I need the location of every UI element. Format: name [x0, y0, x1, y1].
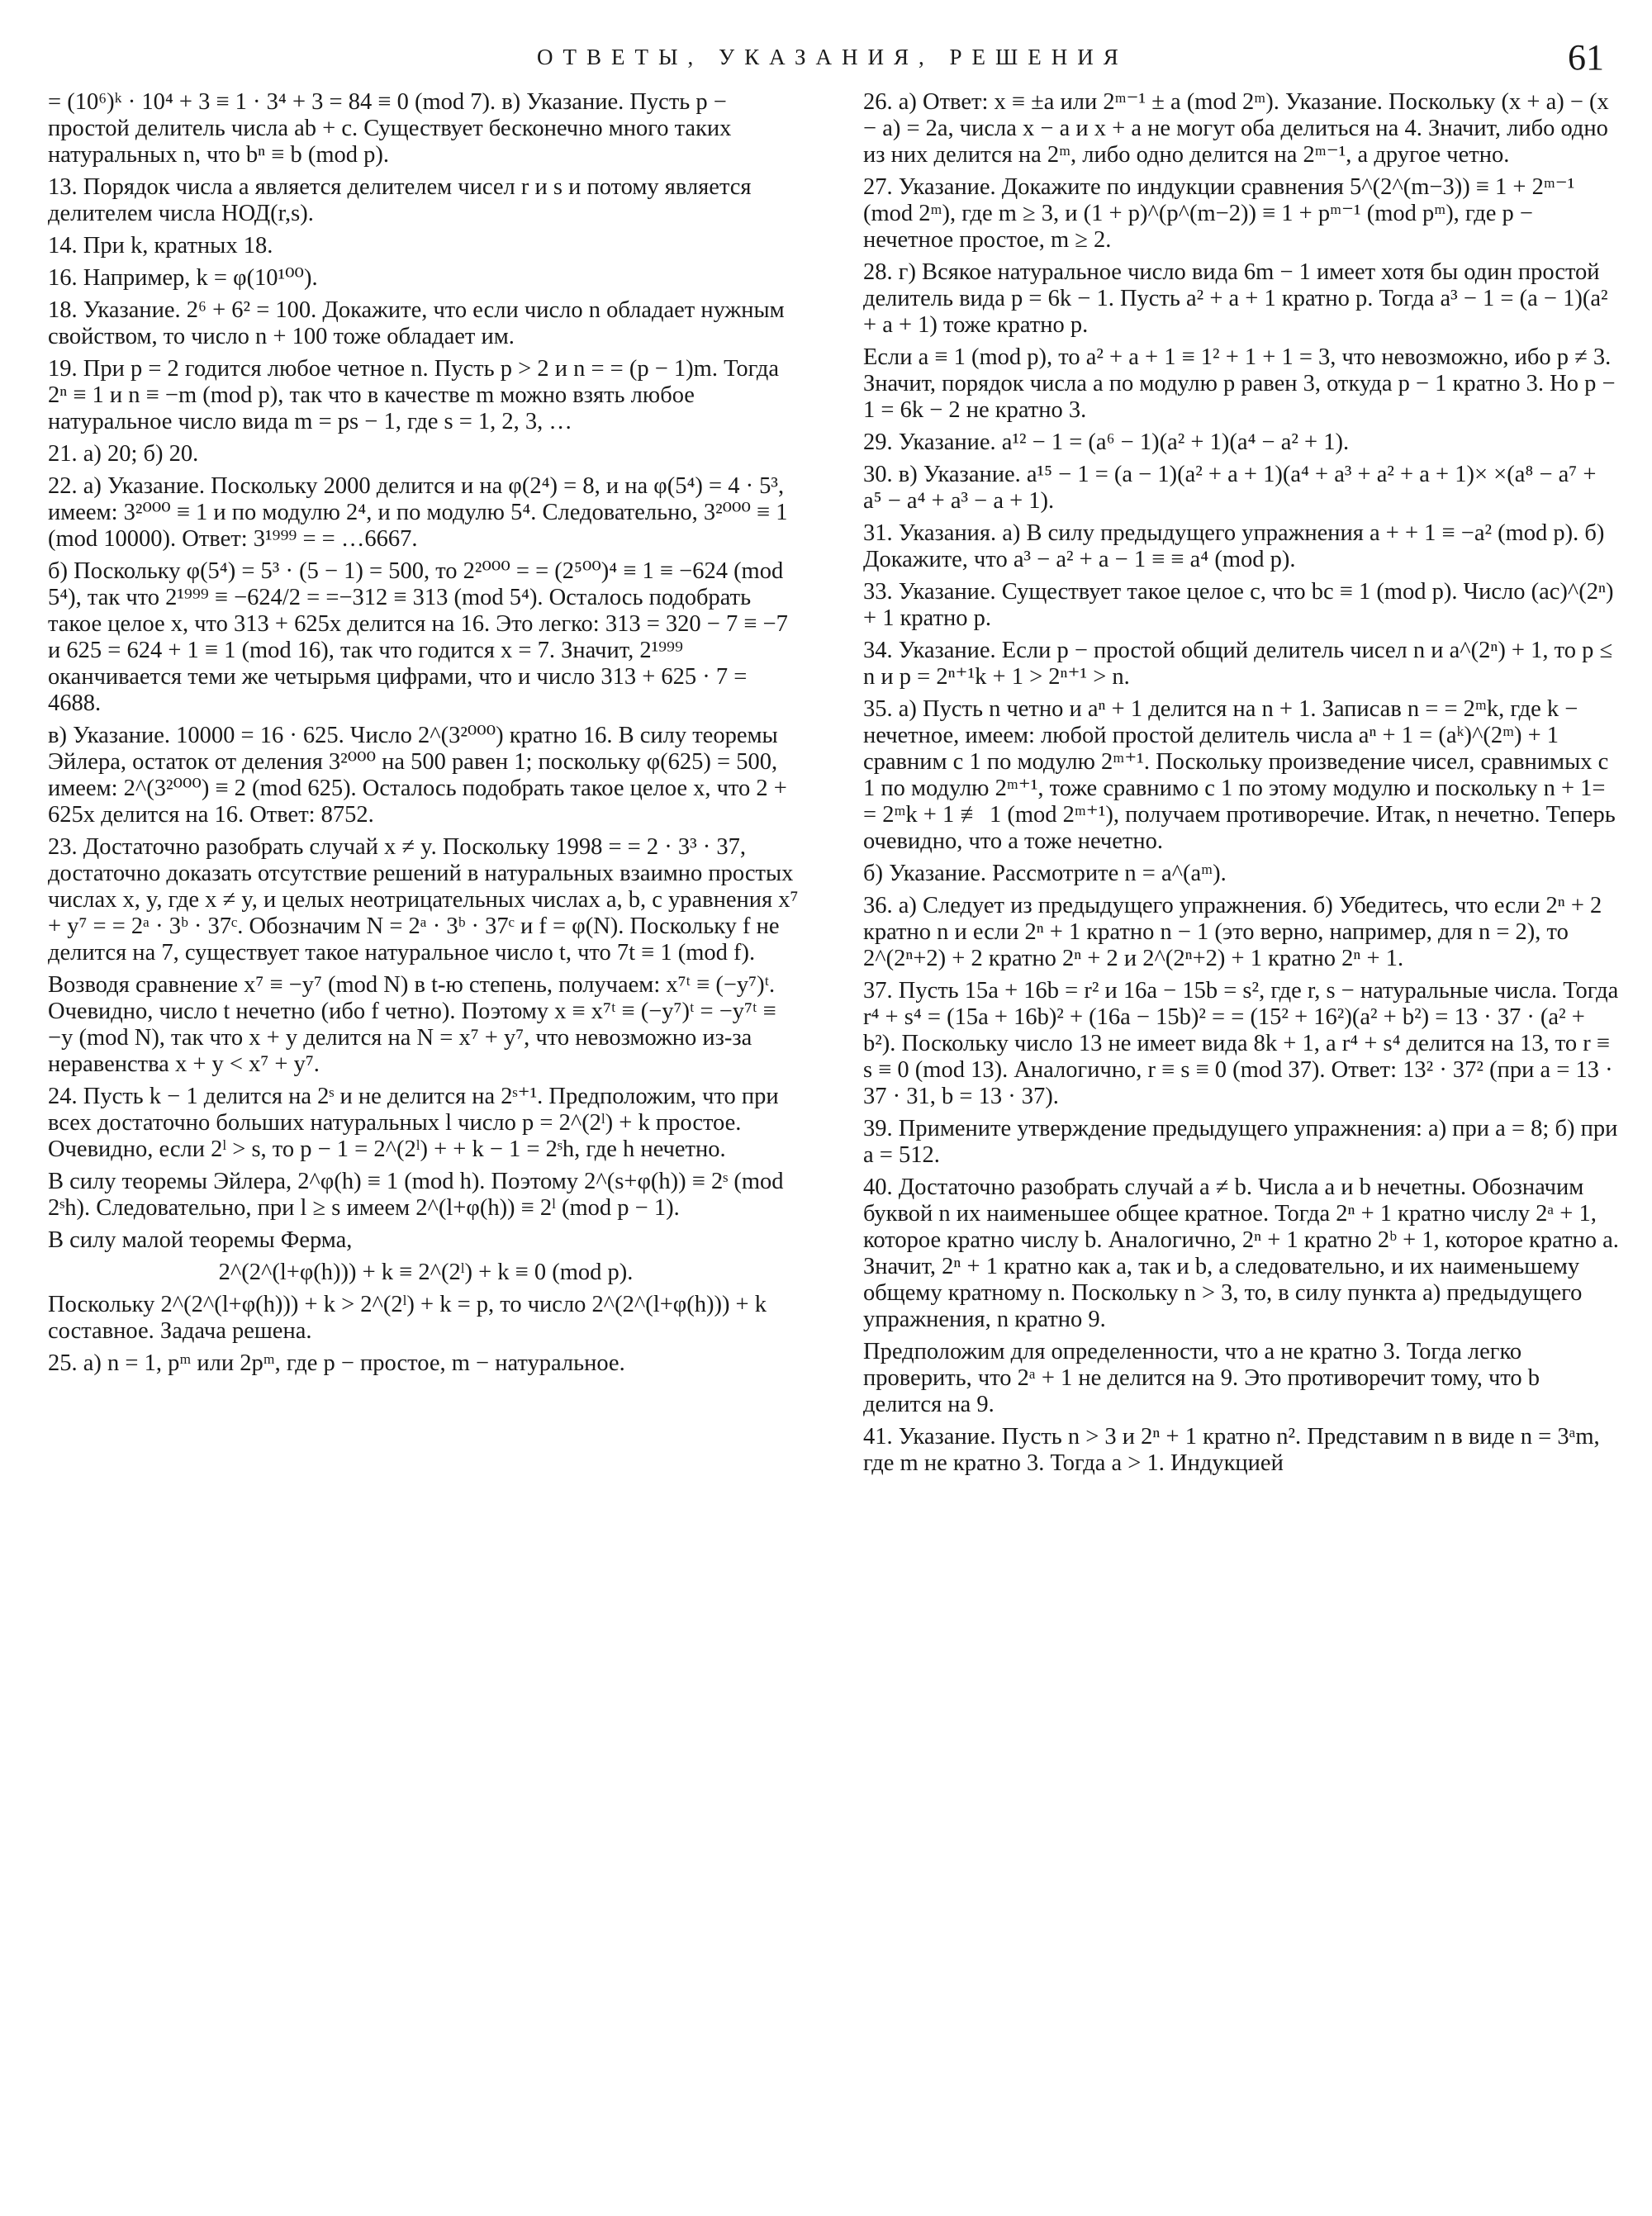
answer-41: 41. Указание. Пусть n > 3 и 2ⁿ + 1 кратно n². Представим n в виде n = 3ᵃm, где m не кратно 3. Тогда a > 1. Индукцией: [863, 1424, 1606, 1476]
answer-24-end: Поскольку 2^(2^(l+φ(h))) + k > 2^(2ˡ) + k = p, то число 2^(2^(l+φ(h))) + k составное. Задача решена.: [48, 1292, 773, 1344]
answer-35b: б) Указание. Рассмотрите n = a^(aᵐ).: [863, 861, 1227, 886]
answer-paragraph: = (10⁶)ᵏ · 10⁴ + 3 ≡ 1 · 3⁴ + 3 = 84 ≡ 0 (mod 7). в) Указание. Пусть p − простой делитель числа ab + c. Существует бесконечно много таких натуральных n, что bⁿ ≡ b (mod p).: [48, 89, 738, 168]
answer-28: 28. г) Всякое натуральное число вида 6m − 1 имеет хотя бы один простой делитель вида p = 6k − 1. Пусть a² + a + 1 кратно p. Тогда a³ − 1 = (a − 1)(a² + a + 1) тоже кратно p.: [863, 259, 1614, 338]
answer-13: 13. Порядок числа a является делителем чисел r и s и потому является делителем числа НОД(r,s).: [48, 174, 757, 226]
answer-24: 24. Пусть k − 1 делится на 2ˢ и не делится на 2ˢ⁺¹. Предположим, что при всех достаточно больших натуральных l число p = 2^(2ˡ) + k простое. Очевидно, если 2ˡ > s, то p − 1 = 2^(2ˡ) + + k − 1 = 2ˢh, где h нечетно.: [48, 1084, 785, 1162]
left-column: [48, 89, 804, 2204]
answer-24-fermat: В силу малой теоремы Ферма,: [48, 1227, 353, 1253]
answer-18: 18. Указание. 2⁶ + 6² = 100. Докажите, что если число n обладает нужным свойством, то число n + 100 тоже обладает им.: [48, 297, 790, 349]
answer-16: 16. Например, k = φ(10¹⁰⁰).: [48, 265, 318, 291]
answer-24-euler: В силу теоремы Эйлера, 2^φ(h) ≡ 1 (mod h). Поэтому 2^(s+φ(h)) ≡ 2ˢ (mod 2ˢh). Следовательно, при l ≥ s имеем 2^(l+φ(h)) ≡ 2ˡ (mod p − 1).: [48, 1169, 790, 1221]
answer-34: 34. Указание. Если p − простой общий делитель чисел n и a^(2ⁿ) + 1, то p ≤ n и p = 2ⁿ⁺¹k + 1 > 2ⁿ⁺¹ > n.: [863, 638, 1619, 690]
answer-31: 31. Указания. а) В силу предыдущего упражнения a + + 1 ≡ −a² (mod p). б) Докажите, что a³ − a² + a − 1 ≡ ≡ a⁴ (mod p).: [863, 520, 1611, 572]
answer-22b: б) Поскольку φ(5⁴) = 5³ · (5 − 1) = 500, то 2²⁰⁰⁰ = = (2⁵⁰⁰)⁴ ≡ 1 ≡ −624 (mod 5⁴), так что 2¹⁹⁹⁹ ≡ −624/2 = =−312 ≡ 313 (mod 5⁴). Осталось подобрать такое целое x, что 313 + 625x делится на 16. Это легко: 313 = 320 − 7 ≡ −7 и 625 = 624 + 1 ≡ 1 (mod 16), так что годится x = 7. Значит, 2¹⁹⁹⁹ оканчивается теми же четырьмя цифрами, что и число 313 + 625 · 7 = 4688.: [48, 558, 794, 716]
answer-22c: в) Указание. 10000 = 16 · 625. Число 2^(3²⁰⁰⁰) кратно 16. В силу теоремы Эйлера, остаток от деления 3²⁰⁰⁰ на 500 равен 1; поскольку φ(625) = 500, имеем: 2^(3²⁰⁰⁰) ≡ 2 (mod 625). Осталось подобрать такое целое x, что 2 + 625x делится на 16. Ответ: 8752.: [48, 723, 793, 828]
answer-22a: 22. а) Указание. Поскольку 2000 делится и на φ(2⁴) = 8, и на φ(5⁴) = 4 · 5³, имеем: 3²⁰⁰⁰ ≡ 1 и по модулю 2⁴, и по модулю 5⁴. Следовательно, 3²⁰⁰⁰ ≡ 1 (mod 10000). Ответ: 3¹⁹⁹⁹ = = …6667.: [48, 473, 794, 552]
answer-36: 36. а) Следует из предыдущего упражнения. б) Убедитесь, что если 2ⁿ + 2 кратно n и если 2ⁿ + 1 кратно n − 1 (это верно, например, для n = 2), то 2^(2ⁿ+2) + 2 кратно 2ⁿ + 2 и 2^(2ⁿ+2) + 1 кратно 2ⁿ + 1.: [863, 893, 1608, 971]
answer-23-cont: Возводя сравнение x⁷ ≡ −y⁷ (mod N) в t-ю степень, получаем: x⁷ᵗ ≡ (−y⁷)ᵗ. Очевидно, число t нечетно (ибо f четно). Поэтому x ≡ x⁷ᵗ ≡ (−y⁷)ᵗ = −y⁷ᵗ ≡ −y (mod N), так что x + y делится на N = x⁷ + y⁷, что невозможно из-за неравенства x + y < x⁷ + y⁷.: [48, 972, 782, 1077]
answer-26: 26. а) Ответ: x ≡ ±a или 2ᵐ⁻¹ ± a (mod 2ᵐ). Указание. Поскольку (x + a) − (x − a) = 2a, числа x − a и x + a не могут оба делиться на 4. Значит, либо одно из них делится на 2ᵐ, либо одно делится на 2ᵐ⁻¹, а другое четно.: [863, 89, 1615, 168]
answer-14: 14. При k, кратных 18.: [48, 233, 273, 259]
answer-27: 27. Указание. Докажите по индукции сравнения 5^(2^(m−3)) ≡ 1 + 2ᵐ⁻¹ (mod 2ᵐ), где m ≥ 3, и (1 + p)^(p^(m−2)) ≡ 1 + pᵐ⁻¹ (mod pᵐ), где p − нечетное простое, m ≥ 2.: [863, 174, 1581, 253]
running-title: ОТВЕТЫ, УКАЗАНИЯ, РЕШЕНИЯ: [537, 45, 1128, 69]
display-formula: 2^(2^(l+φ(h))) + k ≡ 2^(2ˡ) + k ≡ 0 (mod p).: [218, 1260, 634, 1285]
answer-39: 39. Примените утверждение предыдущего упражнения: а) при a = 8; б) при a = 512.: [863, 1116, 1624, 1168]
answer-40-cont: Предположим для определенности, что a не кратно 3. Тогда легко проверить, что 2ᵃ + 1 не делится на 9. Это противоречит тому, что b делится на 9.: [863, 1339, 1546, 1417]
answer-28-cont: Если a ≡ 1 (mod p), то a² + a + 1 ≡ 1² + 1 + 1 = 3, что невозможно, ибо p ≠ 3. Значит, порядок числа a по модулю p равен 3, откуда p − 1 кратно 3. Но p − 1 = 6k − 2 не кратно 3.: [863, 344, 1621, 423]
answer-25: 25. а) n = 1, pᵐ или 2pᵐ, где p − простое, m − натуральное.: [48, 1350, 625, 1376]
answer-23: 23. Достаточно разобрать случай x ≠ y. Поскольку 1998 = = 2 · 3³ · 37, достаточно доказать отсутствие решений в натуральных взаимно простых числах x, y, где x ≠ y, и целых неотрицательных числах a, b, c уравнения x⁷ + y⁷ = = 2ᵃ · 3ᵇ · 37ᶜ. Обозначим N = 2ᵃ · 3ᵇ · 37ᶜ и f = φ(N). Поскольку f не делится на 7, существует такое натуральное число t, что 7t ≡ 1 (mod f).: [48, 834, 805, 966]
answer-35a: 35. а) Пусть n четно и aⁿ + 1 делится на n + 1. Записав n = = 2ᵐk, где k − нечетное, имеем: любой простой делитель числа aⁿ + 1 = (aᵏ)^(2ᵐ) + 1 сравним с 1 по модулю 2ᵐ⁺¹. Поскольку произведение чисел, сравнимых с 1 по модулю 2ᵐ⁺¹, тоже сравнимо с 1 по этому модулю и поскольку n + 1= = 2ᵐk + 1 ≢ 1 (mod 2ᵐ⁺¹), получаем противоречие. Итак, n нечетно. Теперь очевидно, что a тоже нечетно.: [863, 696, 1621, 854]
answer-40: 40. Достаточно разобрать случай a ≠ b. Числа a и b нечетны. Обозначим буквой n их наименьшее общее кратное. Тогда 2ⁿ + 1 кратно числу 2ᵃ + 1, которое кратно числу b. Аналогично, 2ⁿ + 1 кратно 2ᵇ + 1, которое кратно a. Значит, 2ⁿ + 1 кратно как a, так и b, а следовательно, и их наименьшему общему кратному n. Поскольку n > 3, то, в силу пункта а) предыдущего упражнения, n кратно 9.: [863, 1174, 1626, 1332]
page-header: [0, 37, 1652, 89]
answer-21: 21. а) 20; б) 20.: [48, 441, 199, 467]
answer-29: 29. Указание. a¹² − 1 = (a⁶ − 1)(a² + 1)(a⁴ − a² + 1).: [863, 429, 1350, 455]
answer-37: 37. Пусть 15a + 16b = r² и 16a − 15b = s², где r, s − натуральные числа. Тогда r⁴ + s⁴ = (15a + 16b)² + (16a − 15b)² = = (15² + 16²)(a² + b²) = 13 · 37 · (a² + b²). Поскольку число 13 не имеет вида 8k + 1, а r⁴ + s⁴ делится на 13, то r ≡ s ≡ 0 (mod 13). Аналогично, r ≡ s ≡ 0 (mod 37). Ответ: 13² · 37² (при a = 13 · 37 · 31, b = 13 · 37).: [863, 978, 1625, 1109]
answer-30: 30. в) Указание. a¹⁵ − 1 = (a − 1)(a² + a + 1)(a⁴ + a³ + a² + a + 1)× ×(a⁸ − a⁷ + a⁵ − a⁴ + a³ − a + 1).: [863, 462, 1602, 514]
answer-33: 33. Указание. Существует такое целое c, что bc ≡ 1 (mod p). Число (ac)^(2ⁿ) + 1 кратно p.: [863, 579, 1620, 631]
answer-19: 19. При p = 2 годится любое четное n. Пусть p > 2 и n = = (p − 1)m. Тогда 2ⁿ ≡ 1 и n ≡ −m (mod p), так что в качестве m можно взять любое натуральное число вида m = ps − 1, где s = 1, 2, 3, …: [48, 356, 786, 434]
page-number: 61: [1568, 37, 1604, 78]
right-column: [863, 89, 1626, 2204]
